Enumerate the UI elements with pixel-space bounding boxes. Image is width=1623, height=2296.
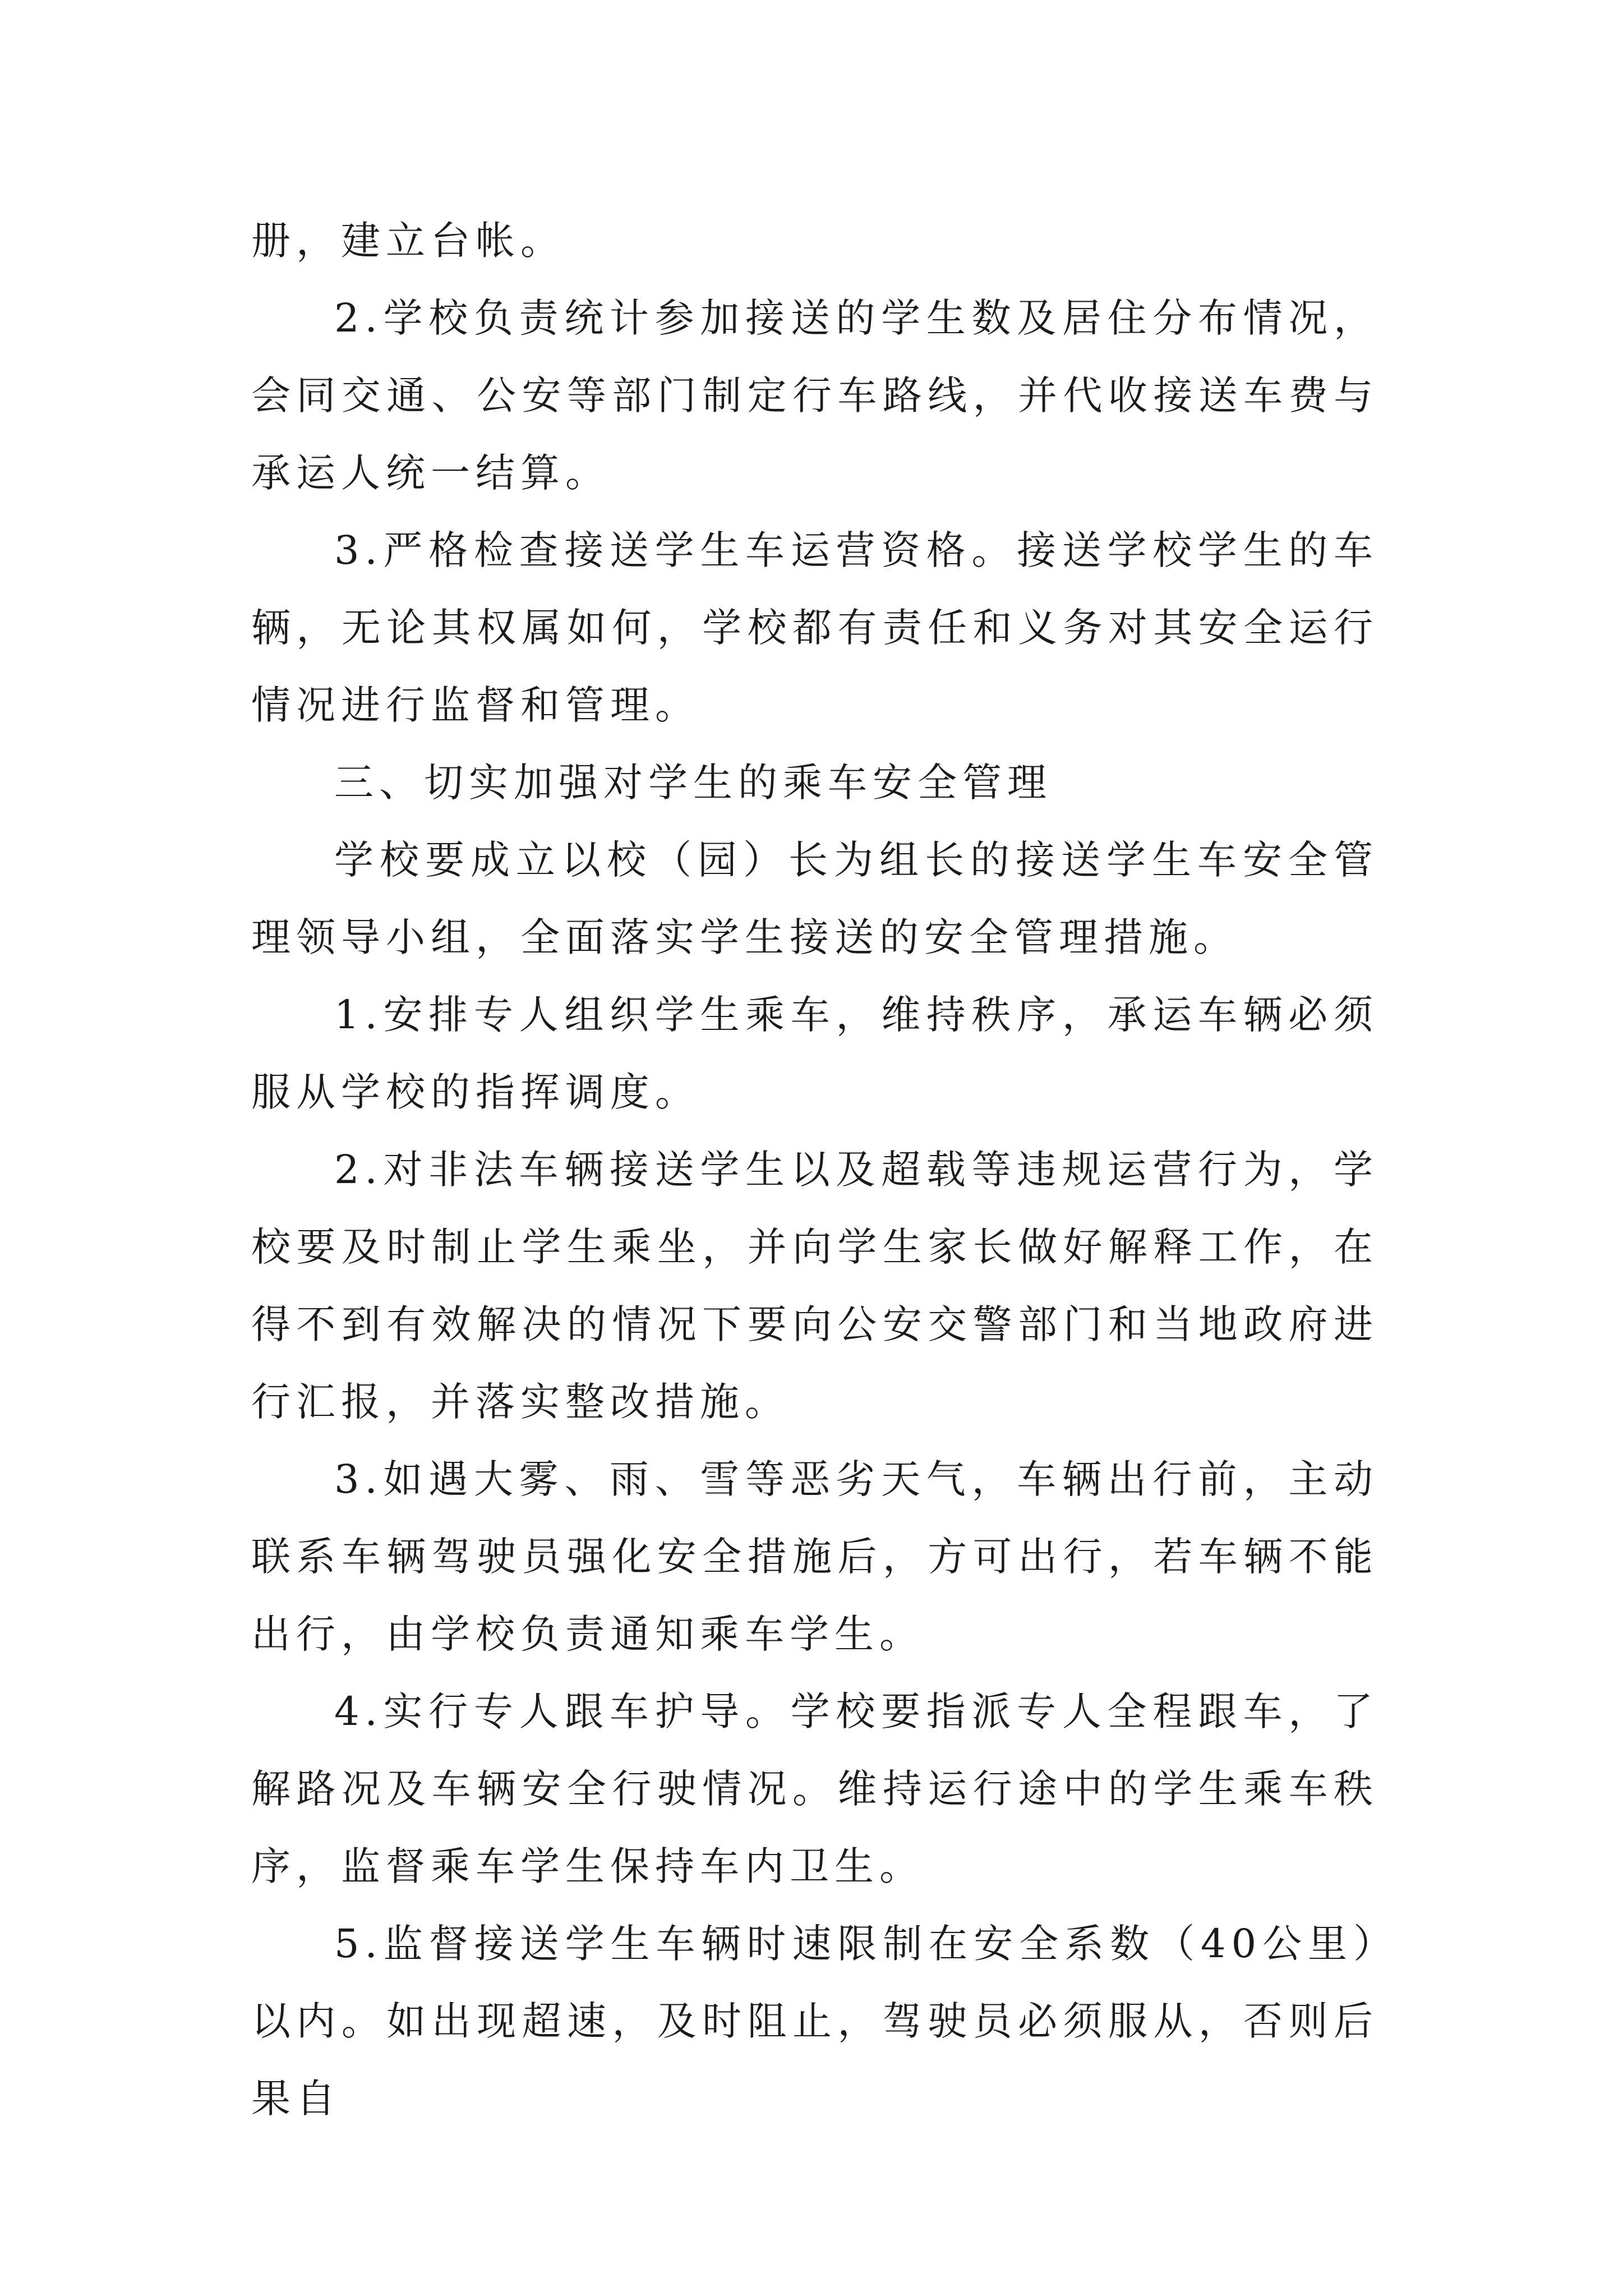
paragraph-item-4-escort: 4.实行专人跟车护导。学校要指派专人全程跟车，了解路况及车辆安全行驶情况。维持运行途中的学生乘车秩序，监督乘车学生保持车内卫生。 <box>251 1688 1378 1889</box>
section-heading-3: 三、切实加强对学生的乘车安全管理 <box>334 760 1052 806</box>
document-page <box>251 202 1378 2137</box>
paragraph-leadership-group: 学校要成立以校（园）长为组长的接送学生车安全管理领导小组，全面落实学生接送的安全管理措施。 <box>251 837 1378 960</box>
paragraph-item-3-weather: 3.如遇大雾、雨、雪等恶劣天气，车辆出行前，主动联系车辆驾驶员强化安全措施后，方可出行，若车辆不能出行，由学校负责通知乘车学生。 <box>251 1456 1378 1657</box>
paragraph-item-5-speed-limit: 5.监督接送学生车辆时速限制在安全系数（40公里）以内。如出现超速，及时阻止，驾驶员必须服从，否则后果自 <box>251 1921 1378 2122</box>
paragraph-item-2-illegal-vehicles: 2.对非法车辆接送学生以及超载等违规运营行为，学校要及时制止学生乘坐，并向学生家长做好解释工作，在得不到有效解决的情况下要向公安交警部门和当地政府进行汇报，并落实整改措施。 <box>251 1147 1378 1425</box>
paragraph-item-3-qualification: 3.严格检查接送学生车运营资格。接送学校学生的车辆，无论其权属如何，学校都有责任和义务对其安全运行情况进行监督和管理。 <box>251 527 1378 728</box>
paragraph-item-1-organize: 1.安排专人组织学生乘车，维持秩序，承运车辆必须服从学校的指挥调度。 <box>251 992 1378 1115</box>
paragraph-item-2-statistics: 2.学校负责统计参加接送的学生数及居住分布情况，会同交通、公安等部门制定行车路线，并代收接送车费与承运人统一结算。 <box>251 295 1378 496</box>
paragraph-continuation: 册，建立台帐。 <box>251 218 565 264</box>
